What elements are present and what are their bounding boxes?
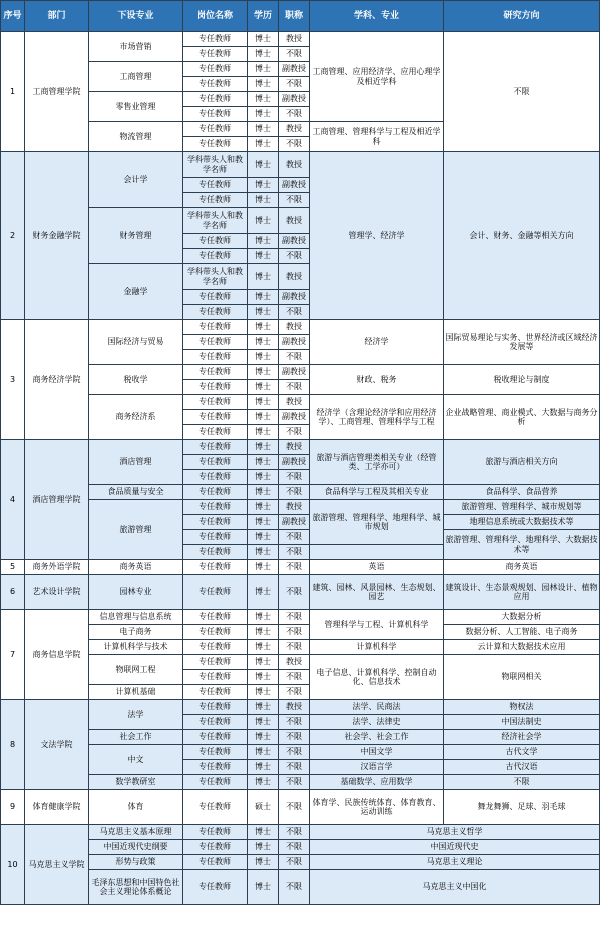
position-cell: 专任教师: [183, 350, 248, 365]
position-cell: 专任教师: [183, 575, 248, 610]
title-cell: 不限: [279, 745, 310, 760]
title-cell: 不限: [279, 193, 310, 208]
degree-cell: 博士: [248, 470, 279, 485]
position-cell: 专任教师: [183, 870, 248, 905]
degree-cell: 博士: [248, 700, 279, 715]
degree-cell: 博士: [248, 575, 279, 610]
degree-cell: 博士: [248, 47, 279, 62]
position-cell: 专任教师: [183, 655, 248, 670]
position-cell: 专任教师: [183, 640, 248, 655]
degree-cell: 博士: [248, 249, 279, 264]
seq-cell: 1: [1, 32, 25, 152]
table-row: [1, 395, 600, 410]
title-cell: 教授: [279, 395, 310, 410]
direction-cell: 古代文学: [444, 745, 600, 760]
title-cell: 教授: [279, 440, 310, 455]
table-row: [1, 625, 600, 640]
dept-cell: 商务经济学院: [25, 320, 89, 440]
subject-cell: 财政、税务: [310, 365, 444, 395]
section-10: [1, 825, 600, 905]
position-cell: 学科带头人和教学名师: [183, 264, 248, 290]
degree-cell: 博士: [248, 485, 279, 500]
title-cell: 不限: [279, 775, 310, 790]
position-cell: 专任教师: [183, 745, 248, 760]
title-cell: 不限: [279, 77, 310, 92]
degree-cell: 博士: [248, 264, 279, 290]
title-cell: 副教授: [279, 455, 310, 470]
direction-cell: 旅游管理、管理科学、城市规划等: [444, 500, 600, 515]
section-7: [1, 610, 600, 700]
major-cell: 体育: [89, 790, 183, 825]
position-cell: 专任教师: [183, 62, 248, 77]
subject-direction-cell: 马克思主义中国化: [310, 870, 600, 905]
direction-cell: 不限: [444, 775, 600, 790]
major-cell: 中国近现代史纲要: [89, 840, 183, 855]
dept-cell: 体育健康学院: [25, 790, 89, 825]
major-cell: 旅游管理: [89, 500, 183, 560]
table-row: [1, 32, 600, 47]
subject-cell: 法学、法律史: [310, 715, 444, 730]
position-cell: 专任教师: [183, 625, 248, 640]
degree-cell: 博士: [248, 455, 279, 470]
direction-cell: 大数据分析: [444, 610, 600, 625]
major-cell: 金融学: [89, 264, 183, 320]
position-cell: 专任教师: [183, 855, 248, 870]
degree-cell: 博士: [248, 655, 279, 670]
position-cell: 专任教师: [183, 840, 248, 855]
title-cell: 副教授: [279, 290, 310, 305]
title-cell: 不限: [279, 470, 310, 485]
degree-cell: 博士: [248, 32, 279, 47]
title-cell: 教授: [279, 122, 310, 137]
position-cell: 专任教师: [183, 193, 248, 208]
position-cell: 专任教师: [183, 530, 248, 545]
position-cell: 专任教师: [183, 425, 248, 440]
degree-cell: 博士: [248, 425, 279, 440]
section-8: [1, 700, 600, 790]
direction-cell: 企业战略管理、商业模式、大数据与商务分析: [444, 395, 600, 440]
degree-cell: 博士: [248, 122, 279, 137]
dept-cell: 酒店管理学院: [25, 440, 89, 560]
degree-cell: 博士: [248, 395, 279, 410]
position-cell: 专任教师: [183, 92, 248, 107]
title-cell: 不限: [279, 685, 310, 700]
seq-cell: 6: [1, 575, 25, 610]
dept-cell: 财务金融学院: [25, 152, 89, 320]
table-row: [1, 320, 600, 335]
direction-cell: 不限: [444, 32, 600, 152]
table-row: [1, 485, 600, 500]
major-cell: 税收学: [89, 365, 183, 395]
direction-cell: 地理信息系统或大数据技术等: [444, 515, 600, 530]
title-cell: 不限: [279, 545, 310, 560]
direction-cell: 古代汉语: [444, 760, 600, 775]
subject-cell: [310, 545, 444, 560]
title-cell: 不限: [279, 825, 310, 840]
major-cell: 马克思主义基本原理: [89, 825, 183, 840]
subject-cell: 中国文学: [310, 745, 444, 760]
degree-cell: 博士: [248, 234, 279, 249]
degree-cell: 博士: [248, 855, 279, 870]
title-cell: 不限: [279, 47, 310, 62]
position-cell: 专任教师: [183, 178, 248, 193]
dept-cell: 商务外语学院: [25, 560, 89, 575]
title-cell: 不限: [279, 610, 310, 625]
major-cell: 物联网工程: [89, 655, 183, 685]
position-cell: 专任教师: [183, 249, 248, 264]
dept-cell: 文法学院: [25, 700, 89, 790]
direction-cell: 税收理论与制度: [444, 365, 600, 395]
subject-cell: 经济学（含理论经济学和应用经济学）、工商管理、管理科学与工程: [310, 395, 444, 440]
position-cell: 学科带头人和教学名师: [183, 152, 248, 178]
major-cell: 形势与政策: [89, 855, 183, 870]
table-row: [1, 855, 600, 870]
degree-cell: 博士: [248, 715, 279, 730]
major-cell: 园林专业: [89, 575, 183, 610]
degree-cell: 博士: [248, 685, 279, 700]
position-cell: 专任教师: [183, 380, 248, 395]
header-cell: 岗位名称: [183, 1, 248, 32]
title-cell: 不限: [279, 380, 310, 395]
degree-cell: 博士: [248, 320, 279, 335]
position-cell: 专任教师: [183, 760, 248, 775]
table-row: [1, 840, 600, 855]
direction-cell: 数据分析、人工智能、电子商务: [444, 625, 600, 640]
position-cell: 专任教师: [183, 825, 248, 840]
degree-cell: 博士: [248, 515, 279, 530]
table-row: [1, 790, 600, 825]
major-cell: 社会工作: [89, 730, 183, 745]
major-cell: 零售业管理: [89, 92, 183, 122]
degree-cell: 博士: [248, 208, 279, 234]
title-cell: 不限: [279, 305, 310, 320]
table-row: [1, 560, 600, 575]
position-cell: 专任教师: [183, 122, 248, 137]
title-cell: 教授: [279, 500, 310, 515]
title-cell: 副教授: [279, 62, 310, 77]
seq-cell: 9: [1, 790, 25, 825]
direction-cell: 会计、财务、金融等相关方向: [444, 152, 600, 320]
major-cell: 物流管理: [89, 122, 183, 152]
degree-cell: 博士: [248, 77, 279, 92]
subject-cell: 法学、民商法: [310, 700, 444, 715]
title-cell: 不限: [279, 560, 310, 575]
title-cell: 不限: [279, 137, 310, 152]
section-6: [1, 575, 600, 610]
position-cell: 专任教师: [183, 560, 248, 575]
title-cell: 副教授: [279, 410, 310, 425]
direction-cell: 旅游管理、管理科学、地理科学、大数据技术等: [444, 530, 600, 560]
degree-cell: 博士: [248, 500, 279, 515]
header-cell: 研究方向: [444, 1, 600, 32]
degree-cell: 博士: [248, 840, 279, 855]
table-row: [1, 640, 600, 655]
title-cell: 不限: [279, 530, 310, 545]
subject-cell: 管理学、经济学: [310, 152, 444, 320]
header-row: [1, 1, 600, 32]
direction-cell: 中国法制史: [444, 715, 600, 730]
subject-direction-cell: 中国近现代史: [310, 840, 600, 855]
position-cell: 专任教师: [183, 365, 248, 380]
position-cell: 专任教师: [183, 670, 248, 685]
section-2: [1, 152, 600, 320]
subject-direction-cell: 马克思主义哲学: [310, 825, 600, 840]
seq-cell: 7: [1, 610, 25, 700]
table-row: [1, 745, 600, 760]
major-cell: 毛泽东思想和中国特色社会主义理论体系概论: [89, 870, 183, 905]
table-row: [1, 610, 600, 625]
table-row: [1, 365, 600, 380]
title-cell: 不限: [279, 575, 310, 610]
subject-cell: 基础数学、应用数学: [310, 775, 444, 790]
major-cell: 会计学: [89, 152, 183, 208]
title-cell: 教授: [279, 208, 310, 234]
title-cell: 教授: [279, 700, 310, 715]
major-cell: 法学: [89, 700, 183, 730]
title-cell: 不限: [279, 640, 310, 655]
subject-cell: 英语: [310, 560, 444, 575]
direction-cell: 经济社会学: [444, 730, 600, 745]
position-cell: 专任教师: [183, 455, 248, 470]
title-cell: 不限: [279, 249, 310, 264]
degree-cell: 博士: [248, 730, 279, 745]
subject-cell: 社会学、社会工作: [310, 730, 444, 745]
title-cell: 不限: [279, 730, 310, 745]
table-row: [1, 700, 600, 715]
position-cell: 专任教师: [183, 440, 248, 455]
title-cell: 副教授: [279, 515, 310, 530]
subject-cell: 工商管理、管理科学与工程及相近学科: [310, 122, 444, 152]
degree-cell: 博士: [248, 410, 279, 425]
title-cell: 副教授: [279, 234, 310, 249]
degree-cell: 博士: [248, 870, 279, 905]
title-cell: 不限: [279, 760, 310, 775]
header-cell: 序号: [1, 1, 25, 32]
position-cell: 专任教师: [183, 395, 248, 410]
major-cell: 数学教研室: [89, 775, 183, 790]
seq-cell: 10: [1, 825, 25, 905]
major-cell: 中文: [89, 745, 183, 775]
degree-cell: 博士: [248, 365, 279, 380]
header-cell: 职称: [279, 1, 310, 32]
section-5: [1, 560, 600, 575]
seq-cell: 4: [1, 440, 25, 560]
degree-cell: 博士: [248, 825, 279, 840]
subject-cell: 建筑、园林、风景园林、生态规划、园艺: [310, 575, 444, 610]
major-cell: 工商管理: [89, 62, 183, 92]
seq-cell: 8: [1, 700, 25, 790]
subject-cell: 体育学、民族传统体育、体育教育、运动训练: [310, 790, 444, 825]
title-cell: 不限: [279, 350, 310, 365]
table-row: [1, 655, 600, 670]
table-row: [1, 500, 600, 515]
position-cell: 专任教师: [183, 335, 248, 350]
position-cell: 专任教师: [183, 700, 248, 715]
subject-cell: 食品科学与工程及其相关专业: [310, 485, 444, 500]
subject-cell: 工商管理、应用经济学、应用心理学及相近学科: [310, 32, 444, 122]
degree-cell: 博士: [248, 178, 279, 193]
subject-cell: 计算机科学: [310, 640, 444, 655]
table-row: [1, 152, 600, 178]
title-cell: 不限: [279, 107, 310, 122]
position-cell: 专任教师: [183, 305, 248, 320]
position-cell: 专任教师: [183, 485, 248, 500]
subject-cell: 汉语言学: [310, 760, 444, 775]
title-cell: 不限: [279, 870, 310, 905]
title-cell: 副教授: [279, 178, 310, 193]
direction-cell: 食品科学、食品营养: [444, 485, 600, 500]
title-cell: 不限: [279, 425, 310, 440]
seq-cell: 2: [1, 152, 25, 320]
degree-cell: 博士: [248, 350, 279, 365]
position-cell: 专任教师: [183, 107, 248, 122]
header-cell: 学历: [248, 1, 279, 32]
direction-cell: 商务英语: [444, 560, 600, 575]
header-cell: 学科、专业: [310, 1, 444, 32]
position-cell: 专任教师: [183, 470, 248, 485]
degree-cell: 博士: [248, 745, 279, 760]
dept-cell: 马克思主义学院: [25, 825, 89, 905]
title-cell: 教授: [279, 32, 310, 47]
degree-cell: 博士: [248, 92, 279, 107]
position-cell: 专任教师: [183, 77, 248, 92]
major-cell: 酒店管理: [89, 440, 183, 485]
position-cell: 专任教师: [183, 500, 248, 515]
degree-cell: 硕士: [248, 790, 279, 825]
dept-cell: 工商管理学院: [25, 32, 89, 152]
degree-cell: 博士: [248, 610, 279, 625]
title-cell: 副教授: [279, 365, 310, 380]
table-row: [1, 575, 600, 610]
major-cell: 计算机基础: [89, 685, 183, 700]
degree-cell: 博士: [248, 560, 279, 575]
position-cell: 专任教师: [183, 715, 248, 730]
title-cell: 副教授: [279, 92, 310, 107]
section-4: [1, 440, 600, 560]
degree-cell: 博士: [248, 62, 279, 77]
major-cell: 财务管理: [89, 208, 183, 264]
subject-direction-cell: 马克思主义理论: [310, 855, 600, 870]
position-cell: 专任教师: [183, 32, 248, 47]
subject-cell: 电子信息、计算机科学、控制自动化、信息技术: [310, 655, 444, 700]
direction-cell: 物权法: [444, 700, 600, 715]
table-row: [1, 730, 600, 745]
major-cell: 国际经济与贸易: [89, 320, 183, 365]
direction-cell: 舞龙舞狮、足球、羽毛球: [444, 790, 600, 825]
title-cell: 不限: [279, 485, 310, 500]
position-cell: 学科带头人和教学名师: [183, 208, 248, 234]
section-1: [1, 32, 600, 152]
table-row: [1, 440, 600, 455]
section-3: [1, 320, 600, 440]
table-row: [1, 870, 600, 905]
title-cell: 教授: [279, 655, 310, 670]
direction-cell: 云计算和大数据技术应用: [444, 640, 600, 655]
position-cell: 专任教师: [183, 790, 248, 825]
direction-cell: 建筑设计、生态景观规划、园林设计、植物应用: [444, 575, 600, 610]
title-cell: 副教授: [279, 335, 310, 350]
position-cell: 专任教师: [183, 610, 248, 625]
title-cell: 不限: [279, 790, 310, 825]
title-cell: 不限: [279, 855, 310, 870]
position-cell: 专任教师: [183, 775, 248, 790]
major-cell: 食品质量与安全: [89, 485, 183, 500]
degree-cell: 博士: [248, 107, 279, 122]
degree-cell: 博士: [248, 290, 279, 305]
degree-cell: 博士: [248, 305, 279, 320]
position-cell: 专任教师: [183, 137, 248, 152]
subject-cell: 经济学: [310, 320, 444, 365]
direction-cell: 旅游与酒店相关方向: [444, 440, 600, 485]
dept-cell: 商务信息学院: [25, 610, 89, 700]
position-cell: 专任教师: [183, 410, 248, 425]
major-cell: 电子商务: [89, 625, 183, 640]
degree-cell: 博士: [248, 670, 279, 685]
position-cell: 专任教师: [183, 545, 248, 560]
direction-cell: 物联网相关: [444, 655, 600, 700]
position-cell: 专任教师: [183, 47, 248, 62]
degree-cell: 博士: [248, 137, 279, 152]
table-row: [1, 775, 600, 790]
degree-cell: 博士: [248, 545, 279, 560]
major-cell: 计算机科学与技术: [89, 640, 183, 655]
degree-cell: 博士: [248, 152, 279, 178]
header-cell: 下设专业: [89, 1, 183, 32]
title-cell: 不限: [279, 715, 310, 730]
major-cell: 信息管理与信息系统: [89, 610, 183, 625]
degree-cell: 博士: [248, 380, 279, 395]
degree-cell: 博士: [248, 760, 279, 775]
degree-cell: 博士: [248, 193, 279, 208]
seq-cell: 5: [1, 560, 25, 575]
subject-cell: 旅游与酒店管理类相关专业（经管类、工学亦可）: [310, 440, 444, 485]
position-cell: 专任教师: [183, 290, 248, 305]
position-cell: 专任教师: [183, 515, 248, 530]
degree-cell: 博士: [248, 530, 279, 545]
subject-cell: 旅游管理、管理科学、地理科学、城市规划: [310, 500, 444, 545]
title-cell: 不限: [279, 670, 310, 685]
position-cell: 专任教师: [183, 234, 248, 249]
title-cell: 教授: [279, 152, 310, 178]
section-9: [1, 790, 600, 825]
degree-cell: 博士: [248, 335, 279, 350]
degree-cell: 博士: [248, 775, 279, 790]
degree-cell: 博士: [248, 625, 279, 640]
title-cell: 不限: [279, 840, 310, 855]
direction-cell: 国际贸易理论与实务、世界经济或区域经济发展等: [444, 320, 600, 365]
table-row: [1, 825, 600, 840]
major-cell: 商务英语: [89, 560, 183, 575]
title-cell: 教授: [279, 264, 310, 290]
position-cell: 专任教师: [183, 685, 248, 700]
subject-cell: 管理科学与工程、计算机科学: [310, 610, 444, 640]
title-cell: 教授: [279, 320, 310, 335]
position-cell: 专任教师: [183, 320, 248, 335]
seq-cell: 3: [1, 320, 25, 440]
dept-cell: 艺术设计学院: [25, 575, 89, 610]
major-cell: 商务经济系: [89, 395, 183, 440]
position-cell: 专任教师: [183, 730, 248, 745]
title-cell: 不限: [279, 625, 310, 640]
header-cell: 部门: [25, 1, 89, 32]
degree-cell: 博士: [248, 640, 279, 655]
degree-cell: 博士: [248, 440, 279, 455]
major-cell: 市场营销: [89, 32, 183, 62]
